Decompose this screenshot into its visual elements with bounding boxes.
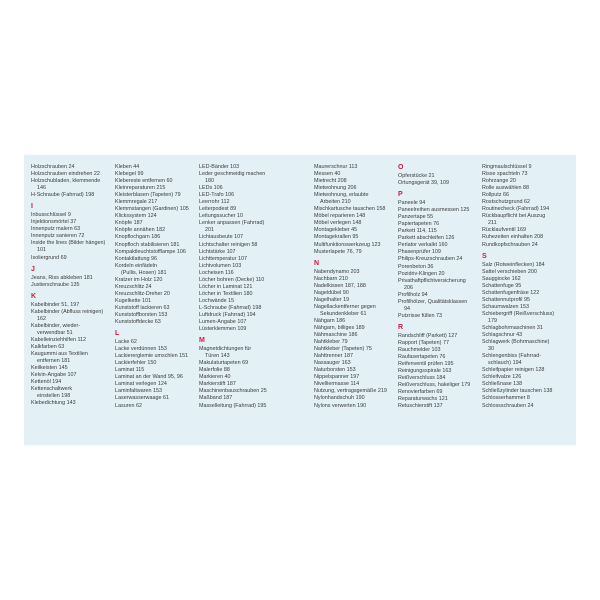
index-letter-heading: L: [115, 330, 120, 338]
index-entry: Lacke 62: [115, 339, 137, 346]
index-entry: Innenputz malern 63: [31, 226, 81, 233]
index-letter-heading: M: [199, 337, 205, 345]
index-entry: Laserwasserwaage 61: [115, 395, 169, 402]
index-column: [31, 164, 117, 407]
index-entry: Möbel reparieren 148: [314, 213, 366, 220]
index-entry: Renovierfarben 69: [398, 389, 443, 396]
index-entry: Klemmregale 217: [115, 199, 158, 206]
index-entry: Löcher bohren (Decke) 110: [199, 276, 265, 283]
index-entry: Kunststoffborsten 153: [115, 311, 168, 318]
index-entry: Maurerschnur 113: [314, 164, 358, 170]
index-entry: Ruhezeiten einhalten 208: [482, 234, 544, 241]
index-column: [398, 164, 484, 410]
index-entry: Reißverschluss, hakeliger 179: [398, 382, 471, 389]
index-entry: Lichtvolumen 103: [199, 262, 242, 269]
index-entry: Lasuren 62: [115, 402, 142, 409]
index-entry: Nachbarn 210: [314, 275, 348, 282]
index-letter-heading: N: [314, 259, 320, 267]
index-entry: Panzertape 55: [398, 214, 434, 221]
index-letter-heading: I: [31, 203, 33, 211]
index-letter-heading: O: [398, 164, 404, 171]
index-entry: Kabelleinziehhilfen 112: [31, 336, 87, 343]
index-entry: Nageldübel 90: [314, 289, 349, 296]
index-entry: Kaugummi aus Textilien: [31, 350, 88, 357]
index-entry: Nahttrenner 187: [314, 353, 353, 360]
index-entry: Nabendynamo 203: [314, 268, 360, 275]
index-entry: Kleisterblasen (Tapeten) 79: [115, 192, 181, 199]
index-entry: (Pullis, Hosen) 181: [121, 269, 167, 276]
index-entry: Montagekleber 45: [314, 227, 358, 234]
index-entry: Lenker anpassen (Fahrrad): [199, 220, 265, 227]
index-entry: Porenbeton 36: [398, 263, 434, 270]
index-entry: 180: [205, 178, 214, 185]
index-entry: Messen 40: [314, 171, 341, 178]
index-entry: Schlagwerk (Bohrmaschine): [482, 339, 550, 346]
index-entry: Rollputz 66: [482, 192, 509, 199]
index-entry: Kabelbinder 51, 197: [31, 301, 80, 308]
index-entry: Laminat 115: [115, 367, 145, 374]
index-entry: Kelvin-Angabe 107: [31, 372, 77, 379]
index-entry: Lichtschalter reinigen 58: [199, 241, 258, 248]
index-entry: Kabelbinder, wieder-: [31, 322, 81, 329]
index-entry: Multifunktionswerkzeug 123: [314, 241, 381, 248]
index-entry: Kordeln einfädeln: [115, 262, 157, 269]
index-entry: Paneelreihen ausmessen 125: [398, 207, 470, 214]
index-entry: L-Schraube (Fahrrad) 198: [199, 304, 262, 311]
index-entry: Schiebergriff (Reißverschluss): [482, 310, 555, 317]
index-entry: Kompaktleuchtstofflampe 106: [115, 248, 186, 255]
index-letter-heading: R: [398, 323, 404, 331]
index-entry: Schaumwalzen 153: [482, 303, 530, 310]
index-entry: Risse spachteln 73: [482, 171, 528, 178]
index-entry: Nähmaschine 186: [314, 332, 358, 339]
index-entry: Klemmstangen (Gardinen) 105: [115, 206, 189, 213]
index-entry: Luftdruck (Fahrrad) 194: [199, 311, 256, 318]
index-entry: Leerrohr 112: [199, 199, 230, 206]
index-entry: Kettenschaltwerk: [31, 386, 73, 393]
index-entry: Makulaturtapeten 69: [199, 360, 249, 367]
index-entry: Nutzung, vertragsgemäße 219: [314, 388, 387, 395]
index-entry: Knöpfe 187: [115, 220, 143, 227]
index-entry: Malerfolie 88: [199, 367, 230, 374]
index-entry: einstellen 198: [37, 393, 71, 400]
index-entry: Kreuzschlitz 24: [115, 283, 152, 290]
index-entry: Löcher in Textilien 180: [199, 290, 253, 297]
index-entry: Rapport (Tapeten) 77: [398, 339, 449, 346]
index-entry: Markierstift 187: [199, 381, 236, 388]
index-entry: Lichtausbeute 107: [199, 234, 244, 241]
index-entry: Schlosserhammer 8: [482, 395, 530, 402]
index-entry: Isoliergrund 69: [31, 254, 67, 261]
index-entry: Musterlapete 76, 79: [314, 248, 362, 255]
index-letter-heading: S: [482, 252, 487, 260]
index-entry: entfernen 181: [37, 358, 71, 365]
index-entry: Kunststoffdecke 63: [115, 319, 161, 326]
index-entry: Phasenprüfer 109: [398, 249, 441, 256]
index-entry: Reparaturwachs 121: [398, 396, 448, 403]
index-entry: Paneele 94: [398, 200, 426, 207]
index-entry: Mischkartusche tauschen 158: [314, 206, 386, 213]
index-entry: Opferstücke 21: [398, 173, 435, 179]
index-entry: Kleben 44: [115, 164, 140, 170]
index-letter-heading: K: [31, 292, 37, 300]
index-entry: Schließzylinder tauschen 138: [482, 388, 553, 395]
index-entry: Rücklaufventil 169: [482, 227, 527, 234]
index-entry: Nahtkleber (Tapeten) 75: [314, 346, 372, 353]
index-entry: Inside the lines (Bilder hängen): [31, 240, 106, 247]
index-entry: Raufasertapeten 76: [398, 354, 446, 361]
index-column: [482, 164, 568, 410]
index-entry: Nadelkissen 187, 188: [314, 282, 366, 289]
index-entry: Maßband 187: [199, 395, 233, 402]
index-entry: Löcher in Laminat 121: [199, 283, 253, 290]
index-entry: Rückbaupflicht bei Auszug: [482, 213, 546, 220]
index-entry: Rostschutzgrund 62: [482, 199, 530, 206]
index-entry: Rohrzange 20: [482, 178, 516, 185]
index-entry: Leitungssucher 10: [199, 213, 244, 220]
index-entry: Kreuzschlitz-Dreher 20: [115, 290, 170, 297]
index-entry: Reißverschluss 184: [398, 375, 446, 382]
index-entry: Privathaftpflichtversicherung: [398, 277, 466, 284]
index-entry: Nassauger 163: [314, 360, 351, 367]
index-entry: Perlator verkalkt 160: [398, 242, 448, 249]
index-entry: Möbel verlegen 148: [314, 220, 362, 227]
index-entry: Mietwohnung 206: [314, 185, 357, 192]
index-entry: 146: [37, 185, 46, 192]
index-entry: Rauchmelder 103: [398, 346, 441, 353]
index-entry: 162: [37, 315, 46, 322]
index-entry: Justierschraube 135: [31, 281, 80, 288]
index-entry: Inbusschlüssel 9: [31, 212, 71, 219]
index-entry: LED-Trafo 106: [199, 192, 235, 199]
index-page-left: [24, 155, 300, 445]
index-entry: Innenputz sanieren 72: [31, 233, 85, 240]
index-entry: Klickssystem 124: [115, 213, 157, 220]
index-entry: 211: [488, 220, 497, 227]
index-entry: Nagellackentferner gegen: [314, 303, 376, 310]
index-entry: Randschliff (Parkett) 127: [398, 332, 458, 339]
index-entry: Lochwände 15: [199, 297, 235, 304]
index-entry: Routinecheck (Fahrrad) 194: [482, 206, 550, 213]
index-letter-heading: J: [31, 265, 35, 273]
index-entry: Lichtstärke 107: [199, 248, 236, 255]
index-entry: Laminat verlegen 124: [115, 381, 167, 388]
index-entry: Klebereste entfernen 60: [115, 178, 173, 185]
index-page-right: [300, 155, 576, 445]
index-entry: Nähgarn 186: [314, 317, 346, 324]
index-entry: Montagekrallen 95: [314, 234, 359, 241]
index-entry: 179: [488, 317, 497, 324]
index-entry: LEDs 106: [199, 185, 223, 192]
index-entry: Retuschierstift 137: [398, 403, 443, 410]
index-column: [314, 164, 400, 410]
index-entry: verwendbar 51: [37, 329, 73, 336]
index-entry: Knopflochgarn 186: [115, 234, 161, 241]
index-entry: Masselleitung (Fahrrad) 195: [199, 402, 267, 409]
index-entry: Keilkeisten 145: [31, 365, 68, 372]
index-entry: Arbeiten 210: [320, 199, 351, 206]
index-entry: Türen 143: [205, 353, 230, 360]
index-entry: Holzschrauben eindrehen 22: [31, 171, 100, 178]
index-entry: Klebegel 99: [115, 171, 144, 178]
index-entry: Parkett 114, 115: [398, 228, 437, 235]
index-entry: Sauggiocke 162: [482, 275, 521, 282]
index-entry: Rolle auswählen 88: [482, 185, 530, 192]
index-entry: Lüsterklemmen 109: [199, 326, 247, 333]
index-entry: Magnetdichtungen für: [199, 346, 252, 353]
index-entry: Ringmaulschlüssel 9: [482, 164, 532, 170]
index-entry: Injektionsmörtel 37: [31, 219, 77, 226]
index-entry: Holzschubladen, klemmende: [31, 178, 101, 185]
index-entry: 201: [205, 227, 214, 234]
index-entry: Mietwohnung, erlaubte: [314, 192, 369, 199]
index-entry: Profilhölzer, Qualitätsklassen: [398, 298, 468, 305]
index-entry: Reinigungsspirale 163: [398, 368, 452, 375]
index-entry: Knöpfe annähen 182: [115, 227, 166, 234]
index-entry: Schlagschnur 43: [482, 332, 523, 339]
index-entry: Schlengenbiss (Fahrrad-: [482, 353, 542, 360]
index-entry: Kettenöl 194: [31, 379, 62, 386]
index-column: [199, 164, 285, 410]
index-entry: Maschinenbauschrauben 25: [199, 388, 267, 395]
index-entry: Schattenfuge 95: [482, 282, 522, 289]
index-entry: 94: [404, 305, 410, 312]
index-entry: Kabelbinder (Abfluss reinigen): [31, 308, 104, 315]
index-entry: Rundkopfschrauben 24: [482, 241, 538, 248]
index-entry: Kleinreparaturen 215: [115, 185, 166, 192]
index-entry: Leiterpodest 89: [199, 206, 237, 213]
index-entry: 101: [37, 247, 46, 254]
index-entry: LED-Bänder 103: [199, 164, 240, 170]
index-entry: Lichttemperatur 107: [199, 255, 247, 262]
index-entry: Klebedichtung 143: [31, 400, 76, 407]
index-entry: Papiertapeten 76: [398, 221, 440, 228]
index-entry: Philips-Kreuzschrauben 24: [398, 256, 463, 263]
index-entry: 206: [404, 284, 413, 291]
index-entry: Nähgarn, billiges 189: [314, 324, 365, 331]
index-entry: Holzschrauben 24: [31, 164, 75, 170]
index-entry: Naturborsten 153: [314, 367, 356, 374]
index-entry: Nylons verwerten 190: [314, 402, 367, 409]
index-entry: Kunststoff lackieren 63: [115, 304, 170, 311]
index-entry: Mietrecht 208: [314, 178, 347, 185]
index-column: [115, 164, 201, 410]
index-entry: Schattennutprofil 95: [482, 296, 530, 303]
index-entry: Schleifvalze 126: [482, 374, 522, 381]
index-entry: Profilholz 94: [398, 291, 428, 298]
index-entry: Schlagbohrmaschinen 31: [482, 324, 543, 331]
index-entry: Nippelspanner 197: [314, 374, 360, 381]
index-entry: Schattenfugenfräse 122: [482, 289, 540, 296]
index-entry: Lackierfehler 150: [115, 360, 157, 367]
index-entry: Lackiererglemie umschlen 151: [115, 353, 189, 360]
index-letter-heading: P: [398, 191, 403, 199]
index-entry: Kratzer im Holz 120: [115, 276, 163, 283]
index-entry: Laminat an der Wand 95, 96: [115, 374, 183, 381]
index-entry: Salz (Rotweinflecken) 184: [482, 261, 545, 268]
index-entry: Ortungsgerät 39, 109: [398, 180, 449, 187]
index-entry: Pozidriv-Klingen 20: [398, 270, 445, 277]
index-entry: Kontaktlattung 96: [115, 255, 157, 262]
index-entry: Locheisen 116: [199, 269, 234, 276]
index-entry: Sekundenkleber 61: [320, 310, 367, 317]
index-entry: Parkett abschleifen 126: [398, 235, 455, 242]
index-entry: Schlossschrauben 24: [482, 402, 534, 409]
index-entry: schlauch) 194: [488, 360, 522, 367]
index-entry: Reifenventil prüfen 195: [398, 361, 454, 368]
index-entry: Sattel verschieben 200: [482, 268, 537, 275]
index-entry: Kalkfarben 63: [31, 343, 65, 350]
index-entry: Jeans, Riss abkleben 181: [31, 274, 93, 281]
index-entry: Schleifpapier reinigen 128: [482, 367, 545, 374]
index-entry: Nylonhandschuh 190: [314, 395, 365, 402]
index-entry: Leder geschmeidig machen: [199, 171, 266, 178]
index-entry: Lumen-Angabe 107: [199, 319, 247, 326]
index-entry: Nivelliermasse 114: [314, 381, 360, 388]
index-entry: Nahtkleber 79: [314, 339, 348, 346]
index-entry: H-Schraube (Fahrrad) 198: [31, 192, 95, 199]
index-entry: Laminfaltwaren 153: [115, 388, 163, 395]
index-entry: Nagelhalter 19: [314, 296, 350, 303]
index-entry: Kugelkette 101: [115, 297, 151, 304]
index-entry: Schließnase 138: [482, 381, 523, 388]
index-entry: Lacke verdünnen 153: [115, 346, 167, 353]
index-entry: Knopfloch stabilisieren 181: [115, 241, 180, 248]
index-entry: Markieren 40: [199, 374, 231, 381]
index-entry: Putzrisse füllen 73: [398, 312, 443, 319]
index-entry: 30: [488, 346, 494, 353]
